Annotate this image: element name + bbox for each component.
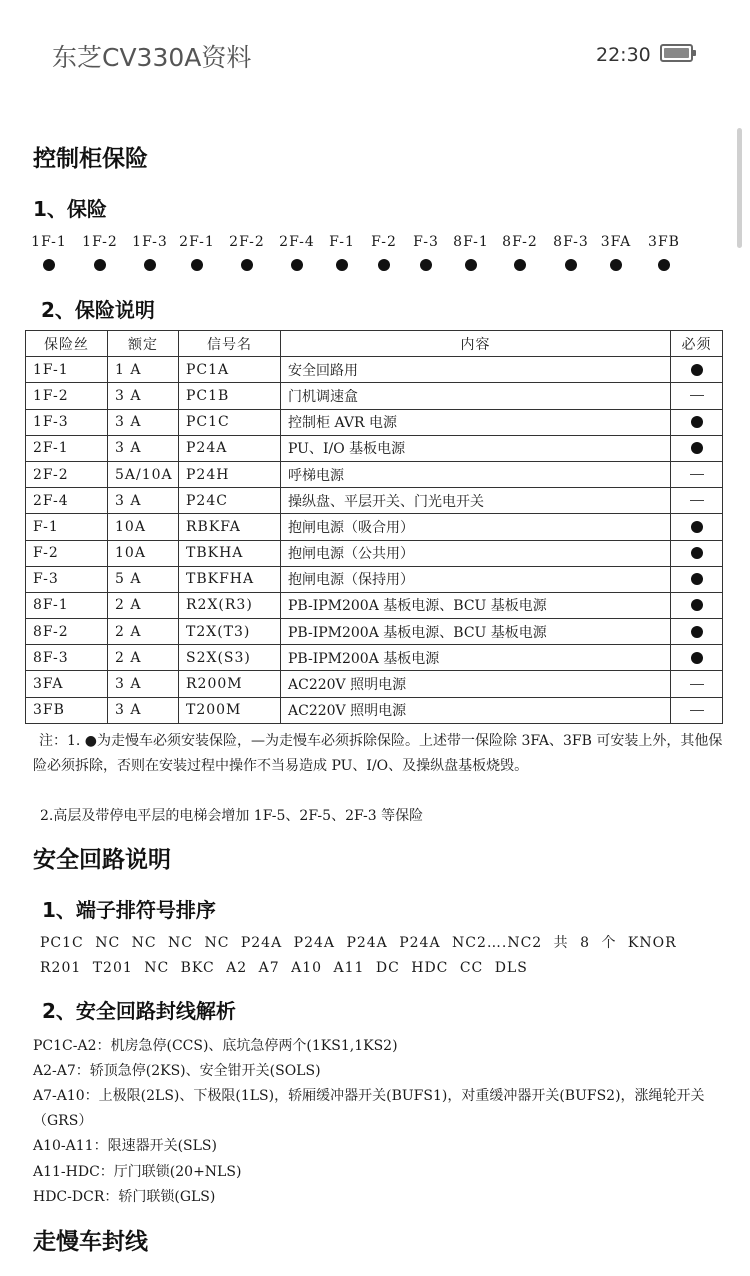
cell-rating: 2 A xyxy=(108,592,179,618)
cell-content: AC220V 照明电源 xyxy=(281,671,671,697)
fuse-item xyxy=(634,231,694,271)
cell-signal: PC1C xyxy=(179,409,281,435)
cell-content: PB-IPM200A 基板电源、BCU 基板电源 xyxy=(281,619,671,645)
cell-must xyxy=(671,697,723,723)
fuse-label: 3FB xyxy=(648,234,680,250)
required-dot-icon xyxy=(691,364,703,376)
table-row xyxy=(26,645,723,671)
table-row xyxy=(26,619,723,645)
document-title: 东芝CV330A资料 xyxy=(52,43,252,72)
fuse-label: 8F-1 xyxy=(453,234,489,250)
fuse-dot xyxy=(610,259,622,271)
fuse-dot xyxy=(420,259,432,271)
cell-fuse: 8F-2 xyxy=(26,619,108,645)
table-header-row xyxy=(26,331,723,357)
cell-content: 抱闸电源（公共用） xyxy=(281,540,671,566)
cell-fuse: 8F-1 xyxy=(26,592,108,618)
cell-signal: R200M xyxy=(179,671,281,697)
cell-rating: 5A/10A xyxy=(108,461,179,487)
cell-rating: 3 A xyxy=(108,488,179,514)
circuit-line: A2-A7：轿顶急停(2KS)、安全钳开关(SOLS) xyxy=(33,1063,321,1079)
cell-must xyxy=(671,540,723,566)
table-row xyxy=(26,514,723,540)
cell-fuse: 1F-2 xyxy=(26,383,108,409)
cell-must xyxy=(671,461,723,487)
fuse-dot xyxy=(291,259,303,271)
cell-must xyxy=(671,435,723,461)
cell-signal: P24C xyxy=(179,488,281,514)
table-row xyxy=(26,697,723,723)
cell-fuse: 8F-3 xyxy=(26,645,108,671)
scrollbar[interactable] xyxy=(737,128,742,248)
cell-must xyxy=(671,357,723,383)
table-row xyxy=(26,435,723,461)
column-header-must: 必须 xyxy=(671,331,723,357)
cell-content: 安全回路用 xyxy=(281,357,671,383)
cell-must xyxy=(671,671,723,697)
cell-must xyxy=(671,488,723,514)
fuse-dot xyxy=(565,259,577,271)
fuse-dot xyxy=(465,259,477,271)
section-title-safety: 安全回路说明 xyxy=(33,847,171,873)
cell-rating: 2 A xyxy=(108,619,179,645)
cell-signal: R2X(R3) xyxy=(179,592,281,618)
circuit-line: A11-HDC：厅门联锁(20+NLS) xyxy=(33,1164,242,1180)
table-row xyxy=(26,540,723,566)
fuse-dot xyxy=(191,259,203,271)
cell-rating: 2 A xyxy=(108,645,179,671)
circuit-line: PC1C-A2：机房急停(CCS)、底坑急停两个(1KS1,1KS2) xyxy=(33,1038,398,1054)
status-bar xyxy=(0,0,750,110)
cell-content: AC220V 照明电源 xyxy=(281,697,671,723)
required-dot-icon xyxy=(691,573,703,585)
fuse-dot xyxy=(94,259,106,271)
cell-signal: PC1B xyxy=(179,383,281,409)
column-header-content: 内容 xyxy=(281,331,671,357)
cell-content: PB-IPM200A 基板电源 xyxy=(281,645,671,671)
cell-must xyxy=(671,645,723,671)
terminal-sequence-line-1: PC1C NC NC NC NC P24A P24A P24A P24A NC2….NC2 共 8 个 KNOR xyxy=(40,935,677,951)
column-header-signal: 信号名 xyxy=(179,331,281,357)
fuse-note-1: 注：1. ●为走慢车必须安装保险，—为走慢车必须拆除保险。上述带一保险除 3FA、3FB 可安装上外，其他保险必须拆除，否则在安装过程中操作不当易造成 PU、I/O、及操纵盘基板烧毁。 xyxy=(33,733,723,774)
column-header-rating: 额定 xyxy=(108,331,179,357)
fuse-dot xyxy=(378,259,390,271)
cell-rating: 5 A xyxy=(108,566,179,592)
cell-rating: 3 A xyxy=(108,671,179,697)
cell-signal: S2X(S3) xyxy=(179,645,281,671)
circuit-line: HDC-DCR：轿门联锁(GLS) xyxy=(33,1189,216,1205)
required-dot-icon xyxy=(691,416,703,428)
required-dot-icon xyxy=(691,521,703,533)
fuse-label: 2F-2 xyxy=(229,234,265,250)
fuse-table-body xyxy=(26,357,723,724)
cell-fuse: F-2 xyxy=(26,540,108,566)
fuse-label: 2F-4 xyxy=(279,234,315,250)
cell-signal: TBKHA xyxy=(179,540,281,566)
battery-icon xyxy=(660,44,693,62)
circuit-line: A7-A10：上极限(2LS)、下极限(1LS)，轿厢缓冲器开关(BUFS1)，对重缓冲器开关(BUFS2)，涨绳轮开关（GRS） xyxy=(33,1088,705,1129)
required-dot-icon xyxy=(691,547,703,559)
terminal-sequence-line-2: R201 T201 NC BKC A2 A7 A10 A11 DC HDC CC DLS xyxy=(40,960,528,976)
fuse-dot xyxy=(144,259,156,271)
cell-content: 抱闸电源（吸合用） xyxy=(281,514,671,540)
cell-fuse: 2F-2 xyxy=(26,461,108,487)
cell-content: 呼梯电源 xyxy=(281,461,671,487)
subsection-title-circuit-analysis: 2、安全回路封线解析 xyxy=(42,999,236,1023)
fuse-label: F-2 xyxy=(371,234,397,250)
cell-must xyxy=(671,514,723,540)
fuse-dot xyxy=(514,259,526,271)
fuse-dot xyxy=(336,259,348,271)
fuse-label: 1F-2 xyxy=(82,234,118,250)
fuse-label: 1F-3 xyxy=(132,234,168,250)
cell-fuse: 1F-1 xyxy=(26,357,108,383)
fuse-table xyxy=(25,330,723,724)
cell-content: 抱闸电源（保持用） xyxy=(281,566,671,592)
table-row xyxy=(26,488,723,514)
fuse-label: 3FA xyxy=(600,234,632,250)
fuse-dot xyxy=(658,259,670,271)
cell-content: PU、I/O 基板电源 xyxy=(281,435,671,461)
clock: 22:30 xyxy=(596,44,651,66)
cell-must xyxy=(671,566,723,592)
cell-rating: 3 A xyxy=(108,697,179,723)
not-required-dash-icon xyxy=(690,710,704,711)
cell-fuse: F-3 xyxy=(26,566,108,592)
fuse-label: 8F-2 xyxy=(502,234,538,250)
cell-rating: 10A xyxy=(108,540,179,566)
required-dot-icon xyxy=(691,652,703,664)
cell-fuse: 1F-3 xyxy=(26,409,108,435)
cell-must xyxy=(671,383,723,409)
cell-must xyxy=(671,619,723,645)
cell-rating: 10A xyxy=(108,514,179,540)
table-row xyxy=(26,671,723,697)
section-title-slow-run: 走慢车封线 xyxy=(33,1229,148,1255)
column-header-fuse: 保险丝 xyxy=(26,331,108,357)
fuse-label: 2F-1 xyxy=(179,234,215,250)
cell-content: 操纵盘、平层开关、门光电开关 xyxy=(281,488,671,514)
cell-rating: 3 A xyxy=(108,383,179,409)
required-dot-icon xyxy=(691,442,703,454)
cell-content: 门机调速盒 xyxy=(281,383,671,409)
cell-rating: 3 A xyxy=(108,435,179,461)
fuse-label: F-3 xyxy=(413,234,439,250)
cell-signal: PC1A xyxy=(179,357,281,383)
cell-signal: P24A xyxy=(179,435,281,461)
cell-signal: T2X(T3) xyxy=(179,619,281,645)
table-row xyxy=(26,566,723,592)
required-dot-icon xyxy=(691,626,703,638)
fuse-dot xyxy=(241,259,253,271)
subsection-title-fuse-notes: 2、保险说明 xyxy=(41,298,155,322)
subsection-title-terminal-order: 1、端子排符号排序 xyxy=(42,898,216,922)
fuse-label: 1F-1 xyxy=(31,234,67,250)
not-required-dash-icon xyxy=(690,500,704,501)
fuse-label: F-1 xyxy=(329,234,355,250)
table-row xyxy=(26,461,723,487)
fuse-label: 8F-3 xyxy=(553,234,589,250)
cell-fuse: 3FB xyxy=(26,697,108,723)
cell-signal: RBKFA xyxy=(179,514,281,540)
cell-content: PB-IPM200A 基板电源、BCU 基板电源 xyxy=(281,592,671,618)
cell-signal: T200M xyxy=(179,697,281,723)
cell-must xyxy=(671,409,723,435)
fuse-list xyxy=(33,231,723,283)
cell-rating: 3 A xyxy=(108,409,179,435)
cell-must xyxy=(671,592,723,618)
cell-fuse: 2F-1 xyxy=(26,435,108,461)
not-required-dash-icon xyxy=(690,684,704,685)
cell-fuse: 2F-4 xyxy=(26,488,108,514)
cell-signal: P24H xyxy=(179,461,281,487)
cell-fuse: F-1 xyxy=(26,514,108,540)
cell-fuse: 3FA xyxy=(26,671,108,697)
cell-rating: 1 A xyxy=(108,357,179,383)
fuse-note-2: 2.高层及带停电平层的电梯会增加 1F-5、2F-5、2F-3 等保险 xyxy=(40,808,424,824)
required-dot-icon xyxy=(691,599,703,611)
fuse-dot xyxy=(43,259,55,271)
cell-signal: TBKFHA xyxy=(179,566,281,592)
not-required-dash-icon xyxy=(690,474,704,475)
table-row xyxy=(26,409,723,435)
subsection-title-fuses: 1、保险 xyxy=(33,197,107,221)
section-title-fuses: 控制柜保险 xyxy=(33,146,148,172)
table-row xyxy=(26,383,723,409)
table-row xyxy=(26,357,723,383)
cell-content: 控制柜 AVR 电源 xyxy=(281,409,671,435)
circuit-line: A10-A11：限速器开关(SLS) xyxy=(33,1138,217,1154)
table-row xyxy=(26,592,723,618)
not-required-dash-icon xyxy=(690,395,704,396)
